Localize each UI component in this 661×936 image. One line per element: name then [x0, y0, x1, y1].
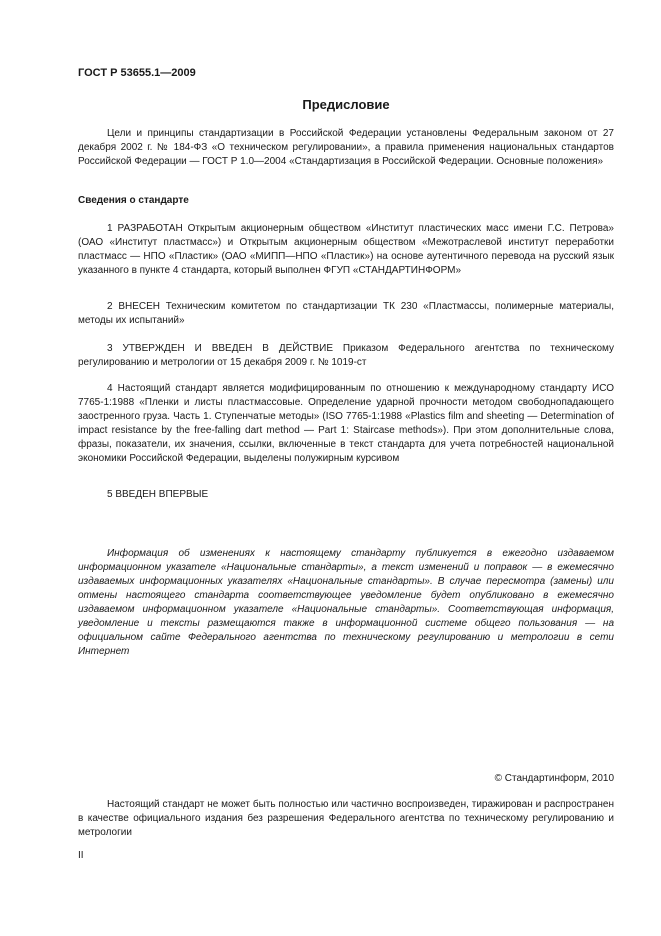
info-item-submitted: 2 ВНЕСЕН Техническим комитетом по стандартизации ТК 230 «Пластмассы, полимерные материалы, методы их испытаний» [78, 301, 614, 326]
changes-notice: Информация об изменениях к настоящему стандарту публикуется в ежегодно издаваемом информационном указателе «Национальные стандарты», а текст изменений и поправок — в ежемесячно издаваемых информационных указателях «Национальные стандарты». В случае пересмотра (замены) или отмены настоящего стандарта соответствующее уведомление будет опубликовано в ежемесячно издаваемом информационном указателе «Национальные стандарты». Соответствующая информация, уведомление и тексты размещаются также в информационной системе общего пользования — на официальном сайте Федерального агентства по техническому регулированию и метрологии в сети Интернет [78, 548, 614, 657]
reproduction-notice: Настоящий стандарт не может быть полностью или частично воспроизведен, тиражирован и распространен в качестве официального издания без разрешения Федерального агентства по техническому регулированию и метрологии [78, 799, 614, 838]
info-item-introduced: 5 ВВЕДЕН ВПЕРВЫЕ [107, 489, 209, 500]
info-heading: Сведения о стандарте [78, 195, 189, 206]
info-item-approved: 3 УТВЕРЖДЕН И ВВЕДЕН В ДЕЙСТВИЕ Приказом Федерального агентства по техническому регулированию и метрологии от 15 декабря 2009 г. № 1019-ст [78, 343, 614, 368]
standard-designation: ГОСТ Р 53655.1—2009 [78, 67, 196, 79]
copyright: © Стандартинформ, 2010 [494, 773, 614, 784]
page-title: Предисловие [302, 97, 390, 112]
foreword-intro: Цели и принципы стандартизации в Российской Федерации установлены Федеральным законом от 27 декабря 2002 г. № 184-ФЗ «О техническом регулировании», а правила применения национальных стандартов Российской Федерации — ГОСТ Р 1.0—2004 «Стандартизация в Российской Федерации. Основные положения» [78, 128, 614, 167]
page-number: II [78, 850, 84, 861]
info-item-modification: 4 Настоящий стандарт является модифицированным по отношению к международному стандарту ИСО 7765-1:1988 «Пленки и листы пластмассовые. Определение ударной прочности методом свободнопадающего заостренного груза. Часть 1. Ступенчатые методы» (ISO 7765-1:1988 «Plastics film and sheeting — Determination of impact resistance by the free-falling dart method — Part 1: Staircase methods»). При этом дополнительные слова, фразы, показатели, их значения, ссылки, включенные в текст стандарта для учета потребностей национальной экономики Российской Федерации, выделены полужирным курсивом [78, 383, 614, 464]
info-item-developed: 1 РАЗРАБОТАН Открытым акционерным обществом «Институт пластических масс имени Г.С. Петрова» (ОАО «Институт пластмасс») и Открытым акционерным обществом «Межотраслевой институт переработки пластмасс — НПО «Пластик» (ОАО «МИПП—НПО «Пластик») на основе аутентичного перевода на русский язык указанного в пункте 4 стандарта, который выполнен ФГУП «СТАНДАРТИНФОРМ» [78, 223, 614, 276]
